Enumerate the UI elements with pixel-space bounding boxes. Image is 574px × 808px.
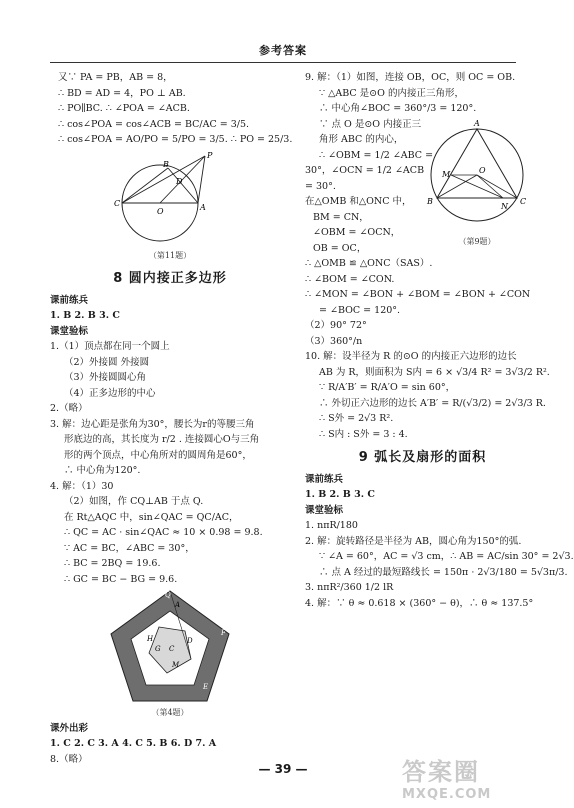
answer-9-line: ∴ ∠MON = ∠BON + ∠BOM = ∠BON + ∠CON xyxy=(305,289,531,300)
answer-10-line: ∴ 外切正六边形的边长 A′B′ = R/(√3/2) = 2√3/3 R. xyxy=(319,397,546,409)
section-9-title: 9 弧长及扇形的面积 xyxy=(358,450,487,465)
pre-class-label: 课前练兵 xyxy=(50,294,89,306)
svg-text:C: C xyxy=(520,196,527,206)
svg-text:N: N xyxy=(501,201,508,211)
answer-10-line: ∵ R/A′B′ = R/A′O = sin 60°， xyxy=(319,382,456,393)
figure-4-pentagon xyxy=(105,587,235,705)
text-line: ∴ BD = AD = 4，PO ⊥ AB. xyxy=(58,87,186,99)
answer-9-line: ∴ ∠BOM = ∠CON. xyxy=(305,273,395,285)
s9-answer-2-line: ∵ ∠A = 60°，AC = √3 cm，∴ AB = AC/sin 30° = 2√3. xyxy=(319,551,574,562)
svg-text:M: M xyxy=(172,661,180,669)
answer-10-line: ∴ S外 = 2√3 R². xyxy=(319,413,394,424)
svg-text:A: A xyxy=(175,601,181,609)
answer-9-line: BM = CN， xyxy=(313,211,369,223)
answer-4-line: （2）如图，作 CQ⊥AB 于点 Q. xyxy=(64,496,204,507)
answer-10: 10. 解：设半径为 R 的⊙O 的内接正六边形的边长 xyxy=(305,351,517,362)
text-line: ∴ cos∠POA = AO/PO = 5/PO = 3/5. ∴ PO = 25/3. xyxy=(58,134,293,145)
figure-4-caption: （第4题） xyxy=(151,708,189,717)
figure-9 xyxy=(417,117,537,229)
answer-10-line: AB 为 R，则面积为 S内 = 6 × √3/4 R² = 3√3/2 R². xyxy=(319,366,550,378)
answer-3-line: 形的两个顶点，中心角所对的圆周角是60°， xyxy=(64,449,252,461)
in-class-label: 课堂验标 xyxy=(305,504,344,516)
answer-9-line: ∴ 中心角∠BOC = 360°/3 = 120°. xyxy=(319,103,477,114)
svg-text:C: C xyxy=(114,198,121,208)
watermark-text: 答案圈 xyxy=(402,758,480,786)
text-line: ∴ PO∥BC. ∴ ∠POA = ∠ACB. xyxy=(58,103,190,114)
pre-class-answers: 1. B 2. B 3. C xyxy=(50,310,120,321)
svg-text:A: A xyxy=(200,202,206,212)
answer-3: 3. 解：边心距是张角为30°，腰长为r的等腰三角 xyxy=(50,418,255,430)
answer-9-with-figure xyxy=(305,117,540,257)
s9-answer-3: 3. nπR²/360 1/2 lR xyxy=(305,582,394,593)
svg-text:Q: Q xyxy=(165,591,171,599)
svg-text:O: O xyxy=(479,165,486,175)
answer-4-line: ∴ BC = 2BQ = 19.6. xyxy=(64,558,161,569)
answer-4-line: ∴ QC = AC · sin∠QAC ≈ 10 × 0.98 = 9.8. xyxy=(64,527,263,538)
in-class-label: 课堂验标 xyxy=(50,325,89,337)
answer-4-line: ∵ AC = BC，∠ABC = 30°， xyxy=(64,542,195,554)
answer-3-line: 形底边的高，其长度为 r/2 . 连接圆心O与三角 xyxy=(64,434,260,445)
answer-9-line: ∵ △ABC 是⊙O 的内接正三角形， xyxy=(319,87,464,99)
s9-answer-1: 1. nπR/180 xyxy=(305,520,358,531)
answer-9-line: ∠OBM = ∠OCN， xyxy=(313,227,401,238)
svg-text:E: E xyxy=(203,683,209,691)
watermark-url: MXQE.COM xyxy=(402,787,492,802)
svg-text:B: B xyxy=(163,159,169,169)
svg-text:F: F xyxy=(221,629,226,637)
answer-1-2: （2）外接圆 外接圆 xyxy=(64,356,150,368)
answer-4-line: ∴ GC = BC − BG = 9.6. xyxy=(64,573,178,585)
answer-9-line: = ∠BOC = 120°. xyxy=(319,304,401,316)
left-column xyxy=(50,70,293,767)
answer-9-line: OB = OC， xyxy=(313,242,367,254)
svg-text:A: A xyxy=(474,118,480,128)
answer-9-line: ∵ 点 O 是⊙O 内接正三 xyxy=(319,118,422,130)
answer-10-line: ∴ S内 : S外 = 3 : 4. xyxy=(319,428,408,440)
s9-answer-2: 2. 解：旋转路径是半径为 AB，圆心角为150°的弧. xyxy=(305,535,522,547)
answer-1-3: （3）外接圆圆心角 xyxy=(64,372,147,383)
answer-1-4: （4）正多边形的中心 xyxy=(64,387,156,399)
watermark xyxy=(402,752,552,802)
answer-9-line: ∴ ∠OBM = 1/2 ∠ABC = xyxy=(319,149,434,161)
svg-text:G: G xyxy=(155,645,161,653)
answer-9-line: = 30°. xyxy=(305,180,336,192)
text-line: 又∵ PA = PB，AB = 8， xyxy=(58,72,173,83)
s9-answer-4: 4. 解：∵ θ ≈ 0.618 × (360° − θ)，∴ θ ≈ 137.5° xyxy=(305,597,534,609)
answer-4: 4. 解：（1）30 xyxy=(50,480,114,492)
answer-1: 1.（1）顶点都在同一个圆上 xyxy=(50,341,170,352)
svg-text:C: C xyxy=(169,645,175,653)
answer-9-3: （3）360°/n xyxy=(305,335,363,347)
figure-11 xyxy=(110,148,230,248)
answer-3-line: ∴ 中心角为120°. xyxy=(64,465,141,476)
page-header: 参考答案 xyxy=(50,40,516,63)
figure-9-wrap xyxy=(417,117,537,250)
pre-class-label: 课前练兵 xyxy=(305,473,344,485)
answer-2: 2.（略） xyxy=(50,403,88,414)
section-8-title: 8 圆内接正多边形 xyxy=(113,271,227,286)
page-number: — 39 — xyxy=(258,762,308,776)
s9-answer-2-line: ∴ 点 A 经过的最短路线长 = 150π · 2√3/180 = 5√3π/3. xyxy=(319,566,568,578)
svg-text:B: B xyxy=(427,196,433,206)
extra-answers: 1. C 2. C 3. A 4. C 5. B 6. D 7. A xyxy=(50,738,217,749)
pre-class-answers: 1. B 2. B 3. C xyxy=(305,489,375,500)
svg-text:D: D xyxy=(187,637,193,645)
svg-text:O: O xyxy=(157,206,164,216)
answer-9: 9. 解：（1）如图，连接 OB，OC，则 OC = OB. xyxy=(305,72,516,83)
svg-text:D: D xyxy=(176,176,183,186)
svg-text:M: M xyxy=(442,169,451,179)
svg-text:H: H xyxy=(147,635,154,643)
answer-9-line: ∴ △OMB ≌ △ONC（SAS）. xyxy=(305,258,433,269)
figure-11-caption: （第11题） xyxy=(148,250,192,260)
figure-9-caption: （第9题） xyxy=(458,237,496,246)
answer-9-2: （2）90° 72° xyxy=(305,320,367,331)
right-column xyxy=(305,70,574,611)
answer-9-line: 30°，∠OCN = 1/2 ∠ACB xyxy=(305,165,425,176)
answer-9-line: 在△OMB 和△ONC 中， xyxy=(305,196,412,207)
svg-text:P: P xyxy=(207,150,213,160)
answer-9-line: 角形 ABC 的内心， xyxy=(319,134,404,145)
svg-text:B: B xyxy=(117,669,123,677)
extra-answer-8: 8.（略） xyxy=(50,753,88,765)
answer-4-line: 在 Rt△AQC 中，sin∠QAC = QC/AC， xyxy=(64,511,239,523)
extra-label: 课外出彩 xyxy=(50,722,89,734)
text-line: ∴ cos∠POA = cos∠ACB = BC/AC = 3/5. xyxy=(58,118,250,130)
